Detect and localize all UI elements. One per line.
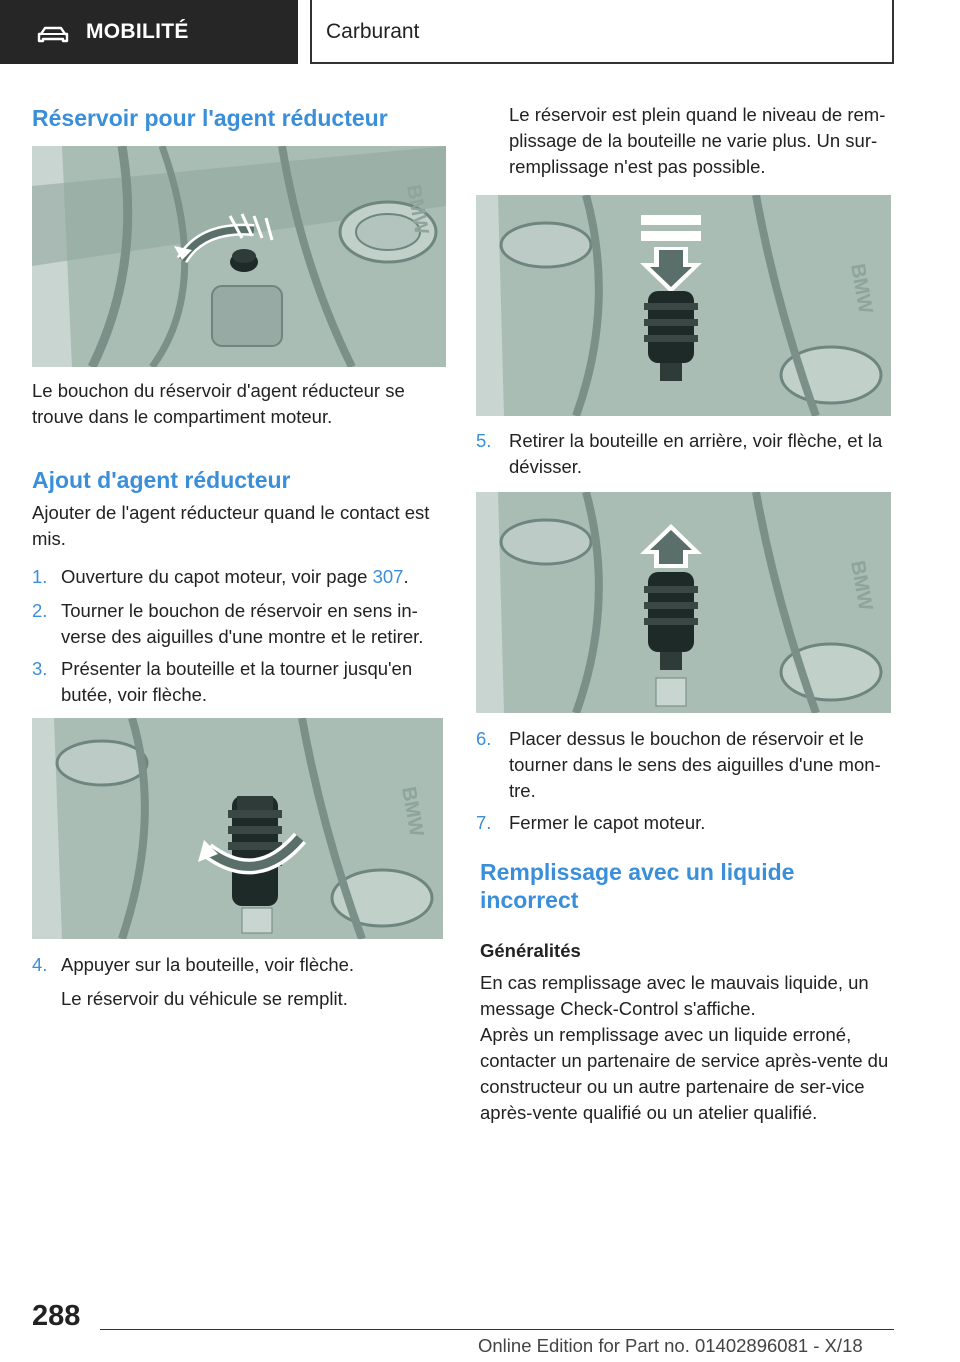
figure-bottle-remove [476, 492, 891, 713]
step-number: 6. [476, 728, 492, 749]
car-icon [36, 26, 70, 44]
list-item [476, 428, 892, 480]
section-tab[interactable] [0, 0, 298, 64]
bmw-engraving: BMW [846, 559, 877, 613]
section-label: MOBILITÉ [86, 20, 189, 43]
paragraph-full: Le réservoir est plein quand le niveau de rem-plissage de la bouteille ne varie plus. Un sur-remplissage n'est pas possible. [509, 104, 886, 177]
edition-note: Online Edition for Part no. 01402896081 - X/18 [478, 1335, 863, 1356]
step-note: Le réservoir du véhicule se remplit. [61, 988, 348, 1009]
step-text: Appuyer sur la bouteille, voir flèche. [61, 954, 355, 975]
step-number: 1. [32, 566, 48, 587]
figure-bottle-twist [32, 718, 443, 939]
footer-divider [100, 1329, 894, 1330]
step-text: Ouverture du capot moteur, voir page 307. [61, 566, 409, 587]
step-number: 7. [476, 812, 492, 833]
paragraph-ajout: Ajouter de l'agent réducteur quand le contact est mis. [32, 502, 430, 549]
step-text: Présenter la bouteille et la tourner jusqu'en butée, voir flèche. [61, 658, 413, 705]
subheading-generalites: Généralités [480, 940, 581, 961]
step-number: 2. [32, 600, 48, 621]
page-number: 288 [32, 1300, 81, 1332]
bmw-engraving: BMW [402, 183, 433, 237]
page-link[interactable]: 307 [372, 566, 404, 587]
list-item [32, 564, 446, 590]
chapter-title: Carburant [326, 20, 420, 43]
heading-ajout: Ajout d'agent réducteur [32, 467, 291, 493]
step-number: 5. [476, 430, 492, 451]
list-item [476, 726, 892, 804]
heading-reservoir: Réservoir pour l'agent réducteur [32, 105, 388, 131]
chapter-title-box [310, 0, 894, 64]
step-text: Placer dessus le bouchon de réservoir et le tourner dans le sens des aiguilles d'une mon-tre. [509, 728, 881, 801]
bmw-engraving: BMW [846, 262, 877, 316]
list-item [32, 656, 446, 708]
step-number: 4. [32, 954, 48, 975]
figure-bottle-press [476, 195, 891, 416]
paragraph-cap-location: Le bouchon du réservoir d'agent réducteur se trouve dans le compartiment moteur. [32, 380, 405, 427]
step-text: Tourner le bouchon de réservoir en sens in-verse des aiguilles d'une montre et le retirer. [61, 600, 424, 647]
paragraph-generalites-2: Après un remplissage avec un liquide erroné, contacter un partenaire de service après-vente du constructeur ou un autre partenaire de ser-vice après-vente qualifié ou un atelier qualifié. [480, 1024, 889, 1123]
figure-reservoir-cap [32, 146, 446, 367]
heading-remplissage: Remplissage avec un liquide incorrect [480, 859, 795, 913]
list-item [476, 810, 892, 836]
step-number: 3. [32, 658, 48, 679]
list-item [32, 598, 446, 650]
step-text: Fermer le capot moteur. [509, 812, 706, 833]
paragraph-generalites-1: En cas remplissage avec le mauvais liquide, un message Check-Control s'affiche. [480, 972, 869, 1019]
bmw-engraving: BMW [397, 785, 428, 839]
list-item [32, 952, 446, 978]
step-text: Retirer la bouteille en arrière, voir flèche, et la dévisser. [509, 430, 883, 477]
